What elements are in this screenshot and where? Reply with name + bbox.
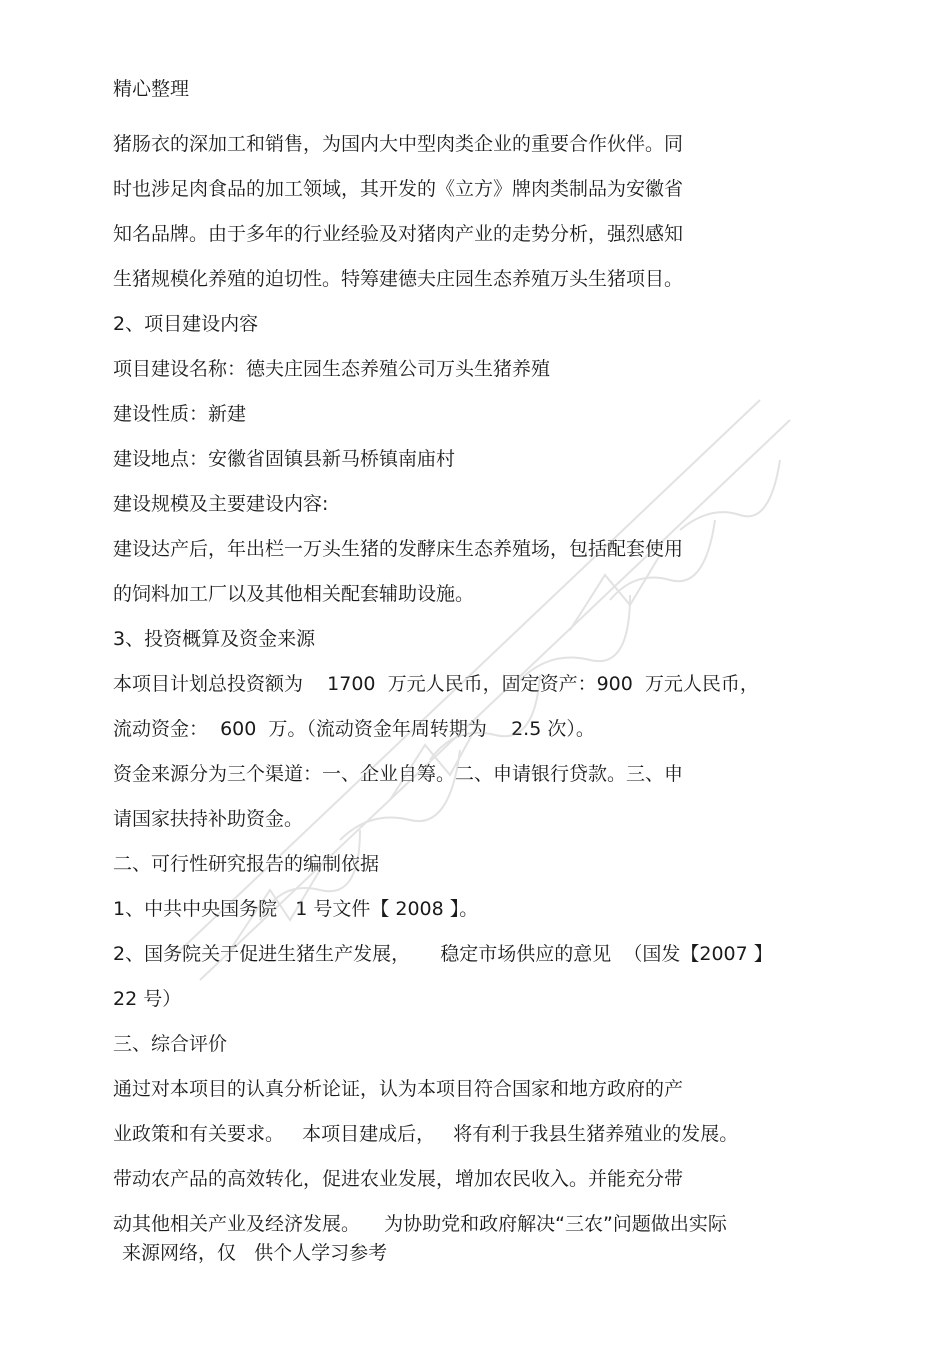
text-line: 流动资金： 600 万。（流动资金年周转期为 2.5 次）。 [113, 718, 595, 740]
text-line: 知名品牌。由于多年的行业经验及对猪肉产业的走势分析，强烈感知 [113, 223, 684, 245]
text-line: 项目建设名称：德夫庄园生态养殖公司万头生猪养殖 [113, 358, 551, 380]
text-line: 猪肠衣的深加工和销售，为国内大中型肉类企业的重要合作伙伴。同 [113, 133, 684, 155]
page-header: 精心整理 [113, 78, 190, 100]
text-line: 的饲料加工厂以及其他相关配套辅助设施。 [113, 583, 475, 605]
text-line: 资金来源分为三个渠道：一、企业自筹。二、申请银行贷款。三、申 [113, 763, 684, 785]
text-line: 动其他相关产业及经济发展。 为协助党和政府解决“三农”问题做出实际 [113, 1213, 727, 1235]
page-footer: 来源网络，仅 供个人学习参考 [122, 1242, 388, 1264]
text-line: 建设地点：安徽省固镇县新马桥镇南庙村 [113, 448, 456, 470]
text-line: 带动农产品的高效转化，促进农业发展，增加农民收入。并能充分带 [113, 1168, 684, 1190]
text-line: 时也涉足肉食品的加工领域，其开发的《立方》牌肉类制品为安徽省 [113, 178, 684, 200]
section-heading: 3、投资概算及资金来源 [113, 628, 316, 650]
text-line: 1、中共中央国务院 1 号文件【 2008 】。 [113, 898, 479, 920]
text-line: 建设规模及主要建设内容: [113, 493, 329, 515]
text-line: 22 号） [113, 988, 182, 1010]
text-line: 建设达产后，年出栏一万头生猪的发酵床生态养殖场，包括配套使用 [113, 538, 684, 560]
text-line: 通过对本项目的认真分析论证，认为本项目符合国家和地方政府的产 [113, 1078, 684, 1100]
text-line: 生猪规模化养殖的迫切性。特筹建德夫庄园生态养殖万头生猪项目。 [113, 268, 684, 290]
section-heading: 二、可行性研究报告的编制依据 [113, 853, 380, 875]
text-line: 业政策和有关要求。 本项目建成后， 将有利于我县生猪养殖业的发展。 [113, 1123, 739, 1145]
section-heading: 三、综合评价 [113, 1033, 228, 1055]
text-line: 本项目计划总投资额为 1700 万元人民币，固定资产：900 万元人民币， [113, 673, 759, 695]
text-line: 建设性质：新建 [113, 403, 247, 425]
text-line: 请国家扶持补助资金。 [113, 808, 304, 830]
section-heading: 2、项目建设内容 [113, 313, 259, 335]
text-line: 2、国务院关于促进生猪生产发展， 稳定市场供应的意见 （国发【2007 】 [113, 943, 773, 965]
